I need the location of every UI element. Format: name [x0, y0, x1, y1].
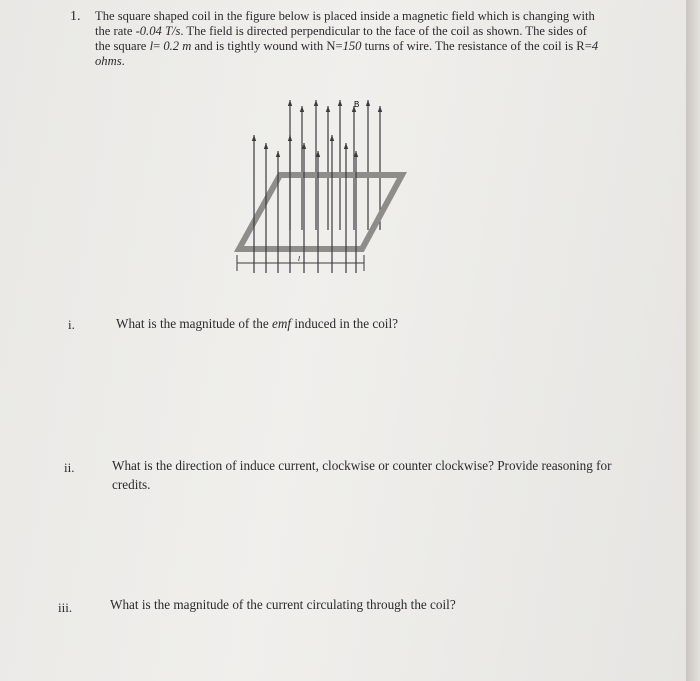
subquestion-text	[116, 314, 636, 333]
field-arrow-head	[252, 135, 256, 141]
question-part: l	[149, 39, 154, 53]
question-number: 1.	[70, 9, 81, 24]
subquestion-text	[110, 595, 630, 614]
side-length-label: l	[298, 255, 300, 263]
question-part: turns of wire. The resistance of the coil is R=	[361, 39, 592, 53]
field-label-b: B	[354, 100, 360, 109]
question-part: .	[121, 54, 125, 68]
subquestion-part: emf	[272, 316, 292, 331]
field-arrow-head	[330, 135, 334, 141]
subquestion-numeral: ii.	[64, 460, 75, 475]
field-arrow-head	[288, 100, 292, 106]
field-arrow-head	[326, 106, 330, 112]
subquestion-text	[112, 456, 632, 494]
field-arrow-head	[366, 100, 370, 106]
question-part: 0.2 m	[163, 39, 192, 53]
question-part: The square shaped coil in the figure below is placed inside a magnetic field which is changing with the rate	[95, 9, 595, 38]
field-arrow-head	[264, 143, 268, 149]
question-part: -0.04 T/s	[135, 24, 181, 38]
subquestion-numeral: i.	[68, 317, 75, 332]
coil-in-field-figure	[232, 95, 407, 280]
subquestion-part: What is the magnitude of the current circulating through the coil?	[110, 597, 456, 612]
question-part: 4 ohms	[95, 39, 599, 68]
subquestion-part: induced in the coil?	[291, 316, 398, 331]
subquestion-part: What is the magnitude of the	[116, 316, 273, 331]
field-lines-front	[252, 135, 358, 273]
field-arrow-head	[300, 106, 304, 112]
page-edge	[686, 0, 700, 681]
question-part: 150	[342, 39, 362, 53]
field-arrow-head	[344, 143, 348, 149]
subquestion-numeral: iii.	[58, 600, 73, 615]
field-arrow-head	[276, 151, 280, 157]
coil-square	[239, 175, 402, 249]
question-part: and is tightly wound with N=	[191, 39, 343, 53]
field-lines-back	[288, 100, 382, 230]
field-arrow-head	[378, 106, 382, 112]
field-arrow-head	[288, 135, 292, 141]
question-part: =	[153, 39, 164, 53]
field-arrow-head	[314, 100, 318, 106]
field-arrow-head	[338, 100, 342, 106]
question-text	[95, 9, 605, 69]
subquestion-part: What is the direction of induce current, clockwise or counter clockwise? Provide reasoning for credits.	[112, 458, 612, 492]
question-part: . The field is directed perpendicular to the face of the coil as shown. The sides of the square	[95, 24, 587, 53]
